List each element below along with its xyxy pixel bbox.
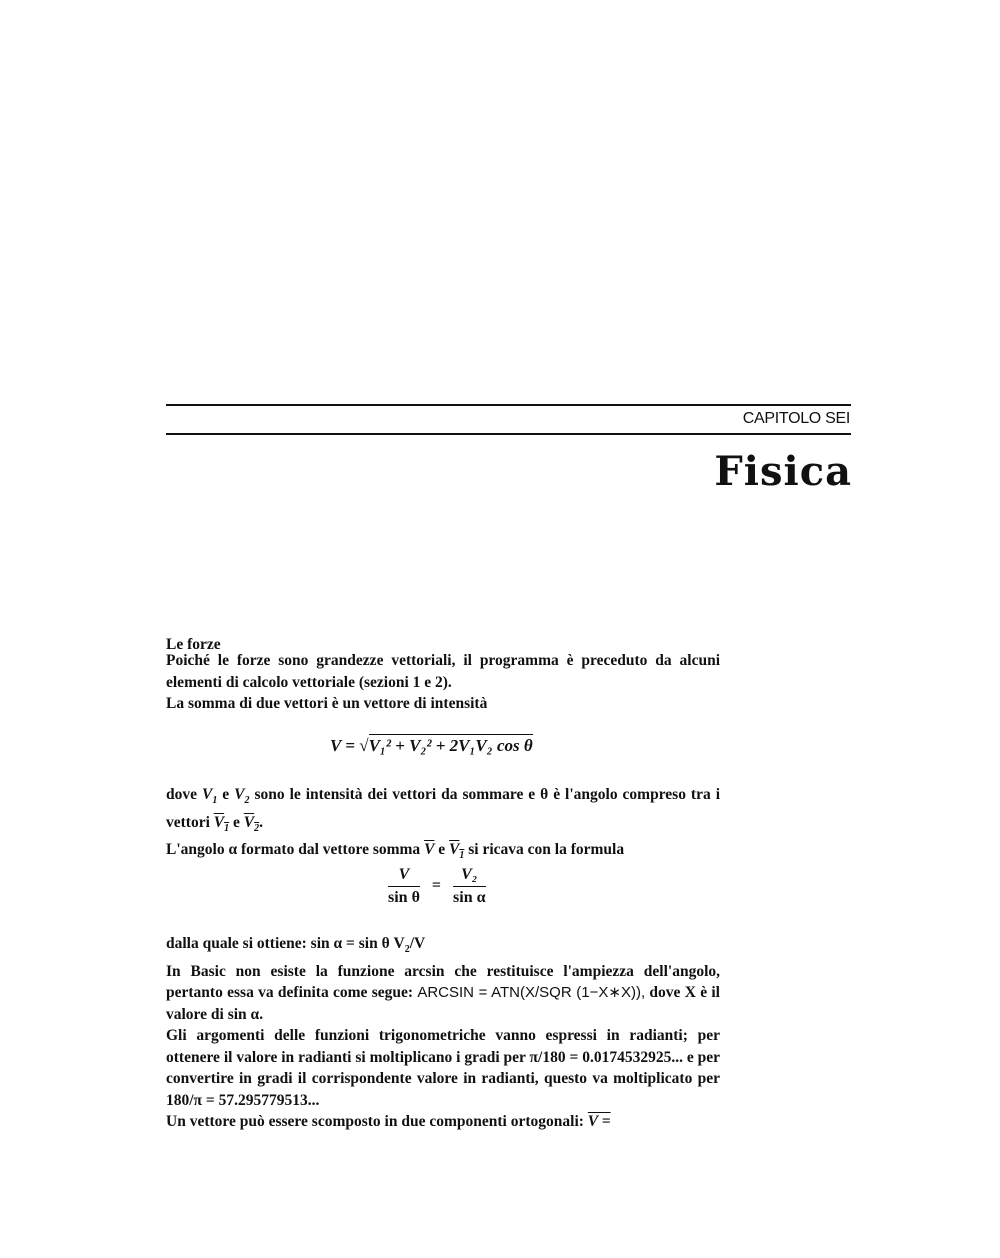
- header-rule-bottom: [166, 433, 851, 435]
- p3-text-b: e: [222, 786, 230, 803]
- p4-text-b: e: [438, 841, 446, 859]
- p6-text-a: In Basic non esiste la funzione arcsin che restituisce l'ampiezza dell'angolo, pertanto essa va definita come segue:: [166, 962, 720, 1002]
- p5-text-a: dalla quale si ottiene: sin α = sin θ V: [166, 935, 405, 952]
- fraction-left: [388, 866, 420, 907]
- formula-sum-rhs: V₁² + V₂² + 2V₁V₂ cos θ: [368, 736, 533, 755]
- paragraph-3: dove $V_1$ e $V_2$ sono le intensità dei vettori da sommare e θ è l'angolo compreso tra i vettori $V_1$ e $V_2$. L'angolo α formato dal vettore somma $\overline{V}$ e $V_1$ si ricava con la formula: [166, 786, 720, 862]
- p6-code: ARCSIN = ATN(X/SQR (1−X∗X)),: [417, 984, 646, 1002]
- formula-sum-lhs: V =: [330, 736, 355, 755]
- p4-text-c: si ricava con la formula: [468, 841, 625, 859]
- formula-ratio: [380, 866, 494, 907]
- section-title: Le forze: [166, 636, 221, 653]
- fraction-right-den: sin α: [453, 889, 486, 906]
- fraction-equals: =: [431, 877, 442, 895]
- p3-text-d: e: [232, 813, 240, 831]
- formula-vector-sum: [330, 736, 533, 756]
- p5-text-b: /V: [409, 935, 426, 952]
- header-rule-top: [166, 404, 851, 406]
- paragraph-8: [166, 1111, 720, 1133]
- paragraph-6: [166, 961, 720, 1026]
- chapter-title: Fisica: [714, 448, 852, 495]
- fraction-right: [453, 866, 486, 907]
- fraction-right-num: V₂: [453, 866, 486, 887]
- p6-text-b: dove X è il valore di sin α.: [166, 984, 720, 1023]
- sqrt-symbol: √: [359, 736, 369, 755]
- p3-text-c: sono le intensità dei vettori da sommare e θ è l'angolo compreso tra i vettori: [166, 786, 720, 831]
- chapter-label: CAPITOLO SEI: [742, 410, 850, 427]
- fraction-left-num: V: [388, 866, 420, 887]
- paragraph-sum: La somma di due vettori è un vettore di intensità: [166, 695, 488, 712]
- p8-text: Un vettore può essere scomposto in due componenti ortogonali:: [166, 1113, 584, 1131]
- paragraph-5: dalla quale si ottiene: sin α = sin θ $V_2/V$: [166, 935, 426, 956]
- fraction-left-den: sin θ: [388, 889, 420, 906]
- intro-block: [166, 650, 720, 715]
- paragraph-7: Gli argomenti delle funzioni trigonometriche vanno espressi in radianti; per ottenere il valore in radianti si moltiplicano i gradi per π/180 = 0.0174532925... e per convertire in gradi il corrispondente valore in radianti, questo va moltiplicato per 180/π = 57.295779513...: [166, 1027, 720, 1109]
- p4-text-a: L'angolo α formato dal vettore somma: [166, 841, 421, 859]
- p3-text-a: dove: [166, 786, 197, 803]
- paragraph-intro: Poiché le forze sono grandezze vettoriali, il programma è preceduto da alcuni elementi di calcolo vettoriale (sezioni 1 e 2).: [166, 652, 720, 691]
- body-block: [166, 933, 720, 1133]
- p8-formula-tail: V =: [587, 1113, 611, 1131]
